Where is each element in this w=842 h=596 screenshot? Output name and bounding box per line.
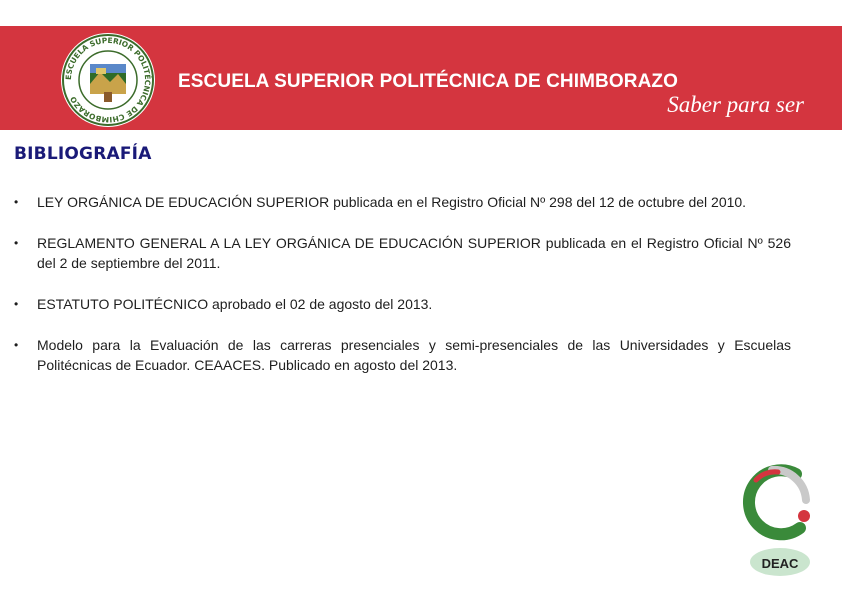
bibliography-item <box>14 233 791 273</box>
seal-text: ESCUELA SUPERIOR POLITÉCNICA DE CHIMBORAZO <box>63 35 153 125</box>
bibliography-item <box>14 335 791 375</box>
bullet-icon: • <box>14 236 19 250</box>
espoch-seal-icon <box>60 32 156 128</box>
bibliography-text: LEY ORGÁNICA DE EDUCACIÓN SUPERIOR publicada en el Registro Oficial Nº 298 del 12 de octubre del 2010. <box>37 194 747 210</box>
page-title: BIBLIOGRAFÍA <box>14 144 152 164</box>
bullet-icon: • <box>14 297 19 311</box>
bibliography-item <box>14 192 791 212</box>
bibliography-text: REGLAMENTO GENERAL A LA LEY ORGÁNICA DE EDUCACIÓN SUPERIOR publicada en el Registro Oficial Nº 526 del 2 de septiembre del 2011. <box>37 235 791 271</box>
deac-label: DEAC <box>761 556 799 571</box>
bullet-icon: • <box>14 338 19 352</box>
bibliography-text: Modelo para la Evaluación de las carreras presenciales y semi-presenciales de las Universidades y Escuelas Politécnicas de Ecuador. CEAACES. Publicado en agosto del 2013. <box>37 337 791 373</box>
motto: Saber para ser <box>667 92 804 117</box>
institution-name: ESCUELA SUPERIOR POLITÉCNICA DE CHIMBORAZO <box>178 71 678 92</box>
deac-logo-icon <box>736 460 820 580</box>
bibliography-text: ESTATUTO POLITÉCNICO aprobado el 02 de agosto del 2013. <box>37 296 433 312</box>
bibliography-item <box>14 294 791 314</box>
bibliography-list <box>14 192 791 396</box>
bullet-icon: • <box>14 195 19 209</box>
header-banner <box>0 26 842 130</box>
